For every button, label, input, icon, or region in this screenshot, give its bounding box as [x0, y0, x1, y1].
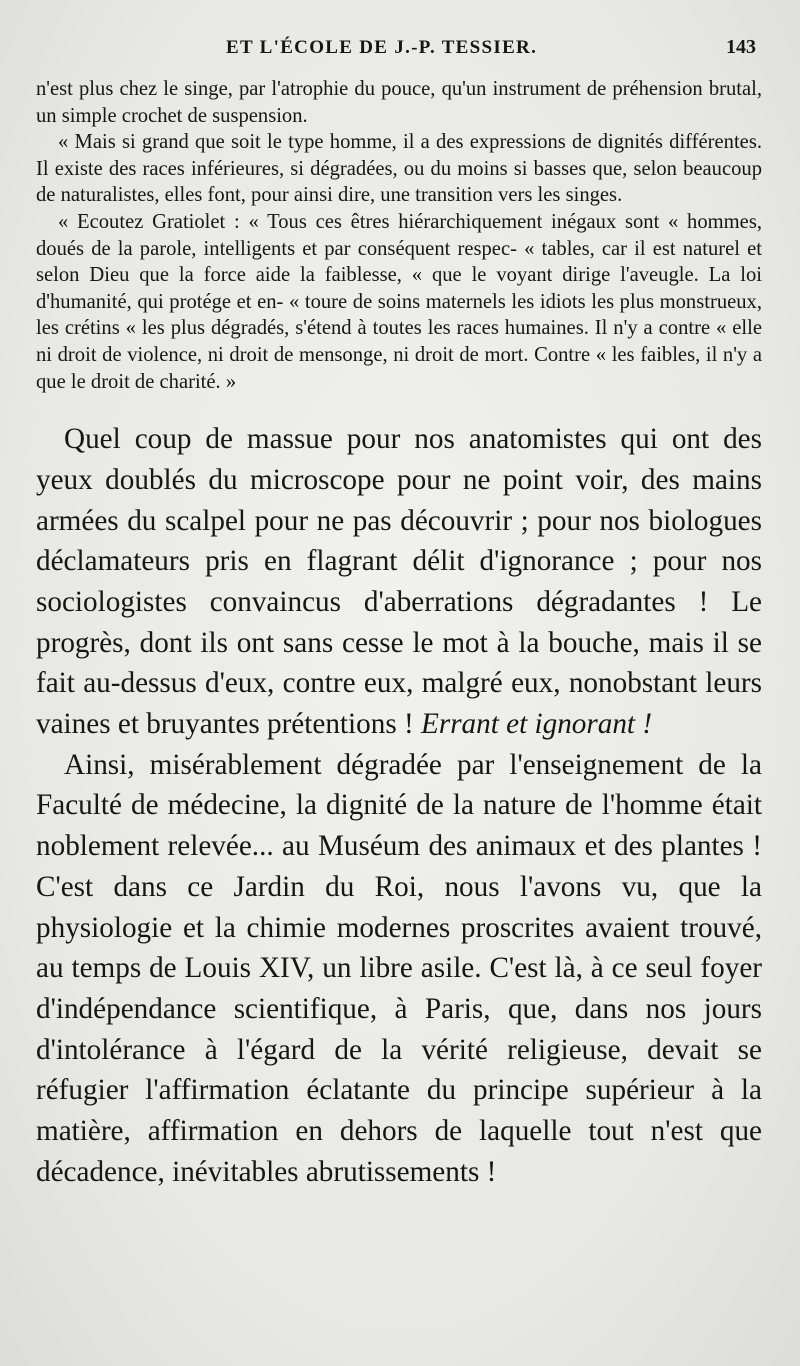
italic-phrase: Errant et ignorant !: [421, 708, 653, 741]
page-number: 143: [726, 36, 756, 58]
running-head: [36, 36, 762, 76]
quote-paragraph: « Ecoutez Gratiolet : « Tous ces êtres hiérarchiquement inégaux sont « hommes, doués de la parole, intelligents et par conséquent respec- « tables, car il est naturel et selon Dieu que la force aide la faiblesse, « que le voyant dirige l'aveugle. La loi d'humanité, qui protége et en- « toure de soins maternels les idiots les plus monstrueux, les crétins « les plus dégradés, s'étend à toutes les races humaines. Il n'y a contre « elle ni droit de violence, ni droit de mensonge, ni droit de mort. Contre « les faibles, il n'y a que le droit de charité. »: [36, 210, 762, 393]
quote-paragraph: « Mais si grand que soit le type homme, il a des expressions de dignités différentes. Il existe des races inférieures, si dégradées, ou du moins si basses que, selon beaucoup de naturalistes, elles font, pour ainsi dire, une transition vers les singes.: [36, 131, 762, 207]
quotation-block: [36, 76, 762, 395]
main-text: [36, 419, 762, 1192]
body-paragraph: Ainsi, misérablement dégradée par l'enseignement de la Faculté de médecine, la dignité de la nature de l'homme était noblement relevée... au Muséum des animaux et des plantes ! C'est dans ce Jardin du Roi, nous l'avons vu, que la physiologie et la chimie modernes proscrites avaient trouvé, au temps de Louis XIV, un libre asile. C'est là, à ce seul foyer d'indépendance scientifique, à Paris, que, dans nos jours d'intolérance à l'égard de la vérité religieuse, devait se réfugier l'affirmation éclatante du principe supérieur à la matière, affirmation en dehors de laquelle tout n'est que décadence, inévitables abrutissements !: [36, 748, 762, 1188]
running-title: ET L'ÉCOLE DE J.-P. TESSIER.: [226, 37, 538, 58]
quote-paragraph: n'est plus chez le singe, par l'atrophie du pouce, qu'un instrument de préhension brutal, un simple crochet de suspension.: [36, 78, 762, 127]
body-paragraph: [36, 419, 762, 745]
body-paragraph-text: Quel coup de massue pour nos anatomistes qui ont des yeux doublés du microscope pour ne point voir, des mains armées du scalpel pour ne pas découvrir ; pour nos biologues déclamateurs pris en flagrant délit d'ignorance ; pour nos sociologistes convaincus d'aberrations dégradantes ! Le progrès, dont ils ont sans cesse le mot à la bouche, mais il se fait au-dessus d'eux, contre eux, malgré eux, nonobstant leurs vaines et bruyantes prétentions !: [36, 423, 762, 741]
